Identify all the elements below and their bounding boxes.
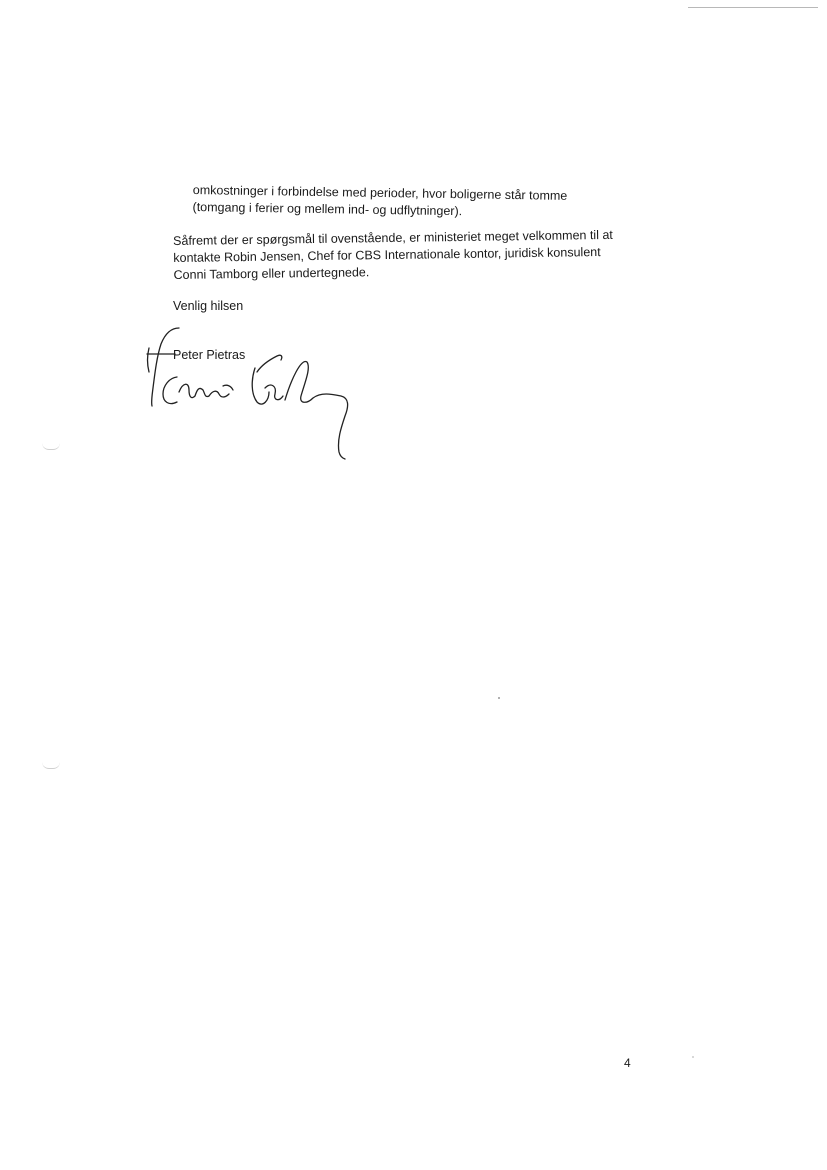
closing-greeting: Venlig hilsen (173, 299, 244, 313)
paragraph-line: (tomgang i ferier og mellem ind- og udflytninger). (192, 199, 463, 219)
paragraph-line: omkostninger i forbindelse med perioder, hvor boligerne står tomme (192, 182, 568, 203)
paragraph-line: Såfremt der er spørgsmål til ovenstående, er ministeriet meget velkommen til at (173, 227, 613, 248)
paragraph-line: kontakte Robin Jensen, Chef for CBS Internationale kontor, juridisk konsulent (173, 245, 601, 265)
handwritten-signature (135, 320, 365, 470)
scan-artifact-line (688, 7, 818, 8)
scan-speck (498, 697, 500, 699)
punch-hole-mark (42, 443, 60, 450)
paragraph-contact-info (173, 227, 613, 284)
signer-name: Peter Pietras (173, 348, 246, 362)
page-number: 4 (624, 1056, 631, 1070)
punch-hole-mark (42, 762, 60, 769)
scan-speck (692, 1056, 694, 1058)
paragraph-line: Conni Tamborg eller undertegnede. (173, 265, 370, 282)
paragraph-cost-details (192, 182, 567, 222)
